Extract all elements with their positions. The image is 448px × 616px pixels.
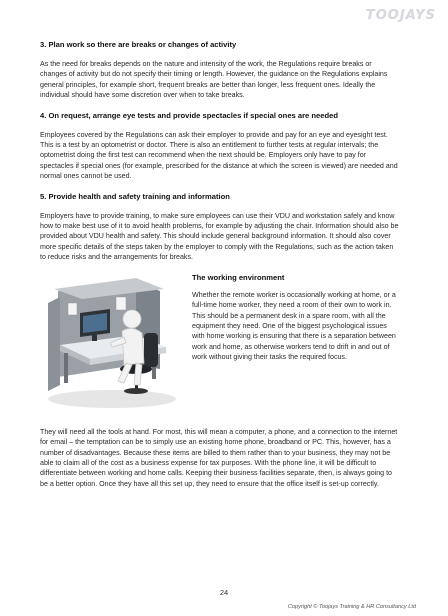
section-3-body: As the need for breaks depends on the nature and intensity of the work, the Regulations require breaks or changes of activity but do not specify their timing or length. However, the guidance on the Regulations explains general principles, for example short, frequent breaks are better than longer, less frequent ones. Ideally the individual should have some discretion over when to take breaks.: [40, 60, 388, 100]
office-cubicle-illustration: [40, 273, 180, 411]
company-logo: TOOJAYS: [365, 8, 436, 23]
working-environment-block: [40, 273, 400, 421]
section-5-body: Employers have to provide training, to make sure employees can use their VDU and workstation safely and know how to make best use of it to avoid health problems, for example by adjusting the chair. Information should also be provided about VDU health and safety. This should include general background information. It should also cover more specific details of the steps taken by the employer to comply with the Regulations, such as the action taken to reduce risks and the arrangements for breaks.: [40, 211, 399, 262]
page-number: 24: [219, 588, 229, 597]
closing-paragraph: They will need all the tools at hand. For most, this will mean a computer, a phone, and a connection to the internet for email – the temptation can be to simply use an existing home phone, broadband or PC. This, however, has a number of disadvantages. Because these items are billed to them rather than to your business, they may not be able to claim all of the cost as a business expense for tax purposes. With the phone line, it will be difficult to differentiate between working and home calls. Keeping their business facilities separate, then, is always going to be a better option. Once they have all this set up, they need to ensure that the office itself is set-up correctly.: [40, 427, 398, 488]
section-4-body: Employees covered by the Regulations can ask their employer to provide and pay for an eye and eyesight test. This is a test by an optometrist or doctor. There is also an entitlement to further tests at regular intervals; the optometrist doing the first test can recommend when the next should be. Employers only have to pay for spectacles if special ones (for example, prescribed for the distance at which the screen is viewed) are needed and normal ones cannot be used.: [40, 130, 398, 181]
section-4-heading: 4. On request, arrange eye tests and provide spectacles if special ones are needed: [40, 110, 338, 120]
section-5-heading: 5. Provide health and safety training and information: [40, 191, 230, 201]
working-environment-heading: The working environment: [192, 272, 285, 282]
section-3-heading: 3. Plan work so there are breaks or changes of activity: [40, 40, 237, 49]
working-environment-text: [192, 273, 397, 363]
page-content: [40, 40, 400, 499]
working-environment-body: Whether the remote worker is occasionally working at home, or a full-time home worker, they need a room of their own to work in. This should be a permanent desk in a spare room, with all the equipment they need. One of the biggest psychological issues with home working is ensuring that there is a separation between work and home, as otherwise workers tend to drift in and out of work without giving their tasks the required focus.: [192, 290, 396, 362]
copyright-footer: Copyright © Toojays Training & HR Consultancy Ltd: [287, 604, 416, 610]
